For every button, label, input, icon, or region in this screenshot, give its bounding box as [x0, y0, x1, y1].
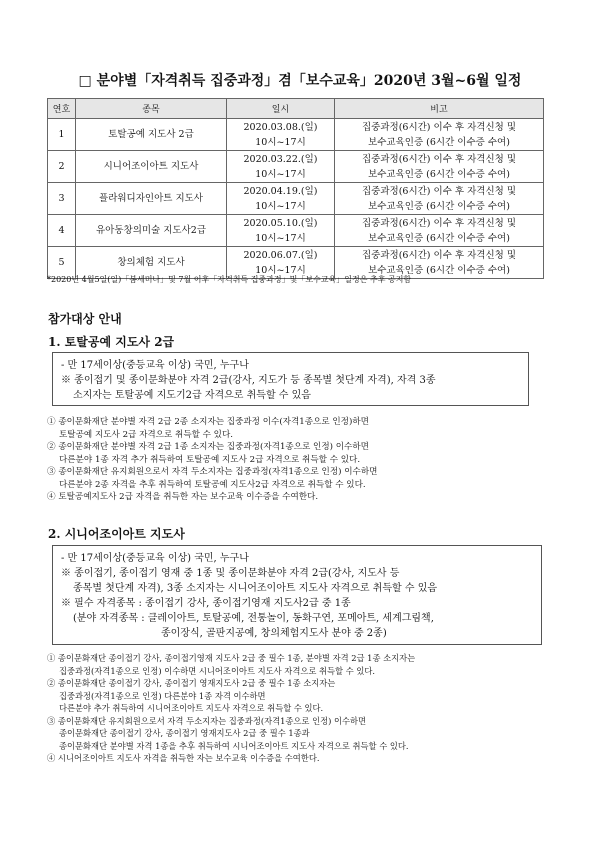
- note-line: 다른분야 2종 자격을 추후 취득하여 토탈공예 지도사2급 자격으로 취득할 수 있다.: [59, 479, 366, 490]
- eligibility-line: ※ 필수 자격종목 : 종이접기 강사, 종이접기영재 지도사2급 중 1종: [61, 598, 351, 609]
- note-line: 다른분야 1종 자격 추가 취득하여 토탈공예 지도사 2급 자격으로 취득할 수 있다.: [59, 454, 361, 465]
- row-remarks: [335, 119, 544, 151]
- row-time: 10시~17시: [255, 200, 306, 212]
- participant-info-heading: 참가대상 안내: [48, 312, 122, 326]
- row-remark-line1: 집중과정(6시간) 이수 후 자격신청 및: [361, 185, 516, 197]
- header-datetime: 일시: [227, 99, 335, 119]
- section1-heading: 1. 토탈공예 지도사 2급: [48, 335, 175, 349]
- note-line: 종이문화재단 종이접기 강사, 종이접기 영재지도사 2급 중 필수 1종과: [59, 728, 310, 738]
- table-row: [48, 119, 544, 151]
- eligibility-line: (분야 자격종목 : 클레이아트, 토탈공예, 전통놀이, 동화구연, 포메아트, 세계그림책,: [73, 613, 434, 624]
- section1-notes: [47, 416, 567, 504]
- note-line: ① 종이문화재단 종이접기 강사, 종이접기영재 지도사 2급 중 필수 1종, 분야별 자격 2급 1종 소지자는: [47, 653, 416, 663]
- eligibility-line: - 만 17세이상(중등교육 이상) 국민, 누구나: [61, 360, 249, 371]
- row-number: 5: [48, 247, 76, 279]
- note-line: ④ 토탈공예지도사 2급 자격을 취득한 자는 보수교육 이수증을 수여한다.: [47, 492, 319, 502]
- row-remark-line1: 집중과정(6시간) 이수 후 자격신청 및: [361, 217, 516, 229]
- section2-notes: [47, 652, 567, 765]
- row-number: 2: [48, 151, 76, 183]
- row-datetime: [227, 183, 335, 215]
- row-date: 2020.06.07.(일): [243, 249, 318, 261]
- eligibility-line: 소지자는 토탈공예 지도기2급 자격으로 취득할 수 있음: [73, 390, 311, 401]
- row-date: 2020.03.22.(일): [243, 153, 318, 165]
- note-line: 토탈공예 지도사 2급 자격으로 취득할 수 있다.: [59, 429, 234, 440]
- note-line: ② 종이문화재단 분야별 자격 2급 1종 소지자는 집중과정(자격1종으로 인정) 이수하면: [47, 442, 369, 452]
- section2-eligibility-box: [52, 545, 542, 645]
- row-remark-line2: 보수교육인증 (6시간 이수증 수여): [368, 200, 510, 212]
- row-datetime: [227, 215, 335, 247]
- note-line: 종이문화재단 분야별 자격 1종을 추후 취득하여 시니어조이아트 지도사 자격으로 취득할 수 있다.: [59, 740, 409, 751]
- schedule-table: [47, 98, 544, 279]
- row-time: 10시~17시: [255, 264, 306, 276]
- eligibility-line: ※ 종이접기 및 종이문화분야 자격 2급(강사, 지도가 등 종목별 첫단계 자격), 자격 3종: [61, 375, 436, 386]
- row-number: 3: [48, 183, 76, 215]
- row-time: 10시~17시: [255, 232, 306, 244]
- header-category: 종목: [76, 99, 227, 119]
- section2-heading: 2. 시니어조이아트 지도사: [48, 527, 185, 541]
- table-row: [48, 151, 544, 183]
- note-line: ① 종이문화재단 분야별 자격 2급 2종 소지자는 집중과정 이수(자격1종으로 인정)하면: [47, 417, 369, 427]
- schedule-footnote: *2020년 4월5일(일)「봄세미나」및 7월 이후「자격취득 집중과정」및「보수교육」일정은 추후 공지함: [47, 275, 412, 284]
- eligibility-line: 종목별 첫단계 자격), 3종 소지자는 시니어조이아트 지도사 자격으로 취득할 수 있음: [73, 583, 438, 594]
- row-date: 2020.05.10.(일): [243, 217, 318, 229]
- row-time: 10시~17시: [255, 136, 306, 148]
- row-number: 1: [48, 119, 76, 151]
- row-category: 플라워디자인아트 지도사: [76, 183, 227, 215]
- note-line: ③ 종이문화재단 유지회원으로서 자격 두소지자는 집중과정(자격1종으로 인정) 이수하면: [47, 467, 378, 477]
- note-line: 집중과정(자격1종으로 인정) 이수하면 시니어조이아트 지도사 자격으로 취득할 수 있다.: [59, 665, 376, 676]
- row-remark-line2: 보수교육인증 (6시간 이수증 수여): [368, 168, 510, 180]
- note-line: 다른분야 추가 취득하여 시니어조이아트 지도사 자격으로 취득할 수 있다.: [59, 703, 324, 713]
- header-remarks: 비고: [335, 99, 544, 119]
- section1-eligibility-box: [52, 352, 529, 406]
- note-line: ③ 종이문화재단 유지회원으로서 자격 두소지자는 집중과정(자격1종으로 인정) 이수하면: [47, 715, 367, 726]
- row-remark-line1: 집중과정(6시간) 이수 후 자격신청 및: [361, 153, 516, 165]
- eligibility-line: - 만 17세이상(중등교육 이상) 국민, 누구나: [61, 553, 249, 564]
- row-date: 2020.04.19.(일): [243, 185, 318, 197]
- row-category: 시니어조이아트 지도사: [76, 151, 227, 183]
- row-time: 10시~17시: [255, 168, 306, 180]
- row-remark-line2: 보수교육인증 (6시간 이수증 수여): [368, 232, 510, 244]
- row-category: 토탈공예 지도사 2급: [76, 119, 227, 151]
- row-category: 창의체험 지도사: [76, 247, 227, 279]
- table-header-row: [48, 99, 544, 119]
- row-date: 2020.03.08.(일): [243, 121, 318, 133]
- eligibility-line: ※ 종이접기, 종이접기 영재 중 1종 및 종이문화분야 자격 2급(강사, 지도사 등: [61, 568, 400, 579]
- note-line: ② 종이문화재단 종이접기 강사, 종이접기 영재지도사 2급 중 필수 1종 소지자는: [47, 678, 336, 688]
- header-number: 연호: [48, 99, 76, 119]
- eligibility-line: 종이장식, 골판지공예, 창의체험지도사 분야 중 2종): [161, 628, 387, 639]
- row-remarks: [335, 151, 544, 183]
- row-datetime: [227, 151, 335, 183]
- row-remark-line2: 보수교육인증 (6시간 이수증 수여): [368, 136, 510, 148]
- row-remarks: [335, 183, 544, 215]
- row-number: 4: [48, 215, 76, 247]
- table-row: [48, 215, 544, 247]
- row-datetime: [227, 119, 335, 151]
- row-category: 유아동창의미술 지도사2급: [76, 215, 227, 247]
- table-row: [48, 183, 544, 215]
- page-title: □ 분야별「자격취득 집중과정」겸「보수교육」2020년 3월~6월 일정: [78, 73, 522, 89]
- note-line: ④ 시니어조이아트 지도사 자격을 취득한 자는 보수교육 이수증을 수여한다.: [47, 753, 320, 763]
- note-line: 집중과정(자격1종으로 인정) 다른분야 1종 자격 이수하면: [59, 690, 266, 701]
- row-remark-line1: 집중과정(6시간) 이수 후 자격신청 및: [361, 121, 516, 133]
- row-remark-line1: 집중과정(6시간) 이수 후 자격신청 및: [361, 249, 516, 261]
- row-remarks: [335, 215, 544, 247]
- row-remark-line2: 보수교육인증 (6시간 이수증 수여): [368, 264, 510, 276]
